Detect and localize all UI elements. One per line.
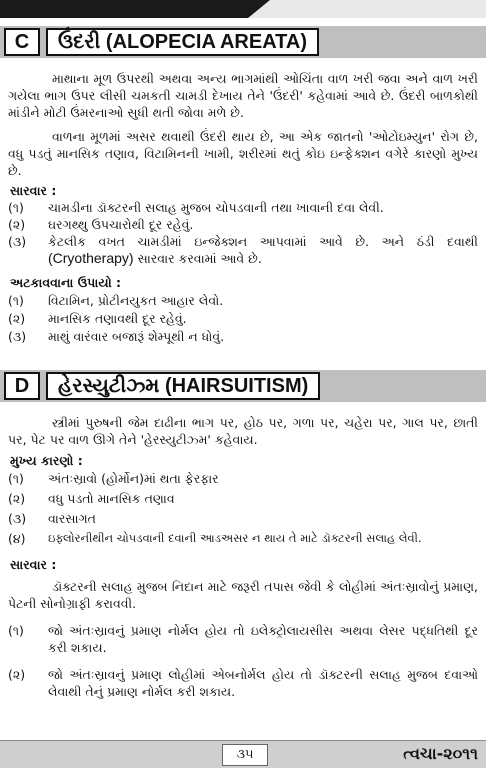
page-footer (0, 740, 486, 768)
list-number: (૪) (8, 531, 26, 546)
top-dark-band (0, 0, 248, 18)
list-number: (૨) (8, 311, 26, 326)
list-text-part: સારવાર કરવામાં આવે છે. (133, 251, 262, 266)
section-d-letter: D (4, 372, 40, 400)
top-decoration-bar (0, 0, 486, 18)
section-c-intro-1: માથાના મૂળ ઉપરથી અથવા અન્ય ભાગમાંથી ઓચિંતા વાળ ખરી જવા અને વાળ ખરી ગયેલા ભાગ ઉપર લીસી ચમકતી ચામડી દેખાય તેને 'ઉંદરી' કહેવામાં આવે છે. ઉંદરી બાળકોથી માંડીને મોટી ઉંમરનાઓ સુધી થતી જોવા મળે છે. (8, 71, 478, 120)
list-item (8, 530, 478, 547)
list-item (8, 310, 478, 327)
list-item (8, 622, 478, 656)
section-c-header (0, 24, 486, 58)
list-text: માથું વારંવાર બજારૂં શેમ્પૂથી ન ધોવું. (48, 329, 225, 344)
list-number: (૩) (8, 511, 27, 526)
section-c-treatment-heading: સારવાર : (10, 183, 57, 198)
list-number: (૩) (8, 234, 27, 249)
list-text: ઇફ્લોરનીથીન ચોપડવાની દવાની આડઅસર ન થાય તે માટે ડૉક્ટરની સલાહ લેવી. (48, 531, 422, 545)
list-text: જો અંતઃસ્રાવનું પ્રમાણ નોર્મલ હોય તો ઇલેક્ટ્રોલાયસીસ અથવા લેસર પદ્ધતિથી દૂર કરી શકાય. (48, 623, 478, 655)
list-text: વિટામિન, પ્રોટીનયુકત આહાર લેવો. (48, 293, 224, 308)
list-item (8, 510, 478, 527)
section-c-intro-2: વાળના મૂળમાં અસર થવાથી ઉંદરી થાય છે, આ એક જાતનો 'ઓટોઇમ્યુન' રોગ છે, વધુ પડતું માનસિક તણાવ, વિટામિનની ખામી, શરીરમાં થતું કોઇ ઇન્ફેક્શન વગેરે કારણો મુખ્ય છે. (8, 129, 478, 178)
list-number: (૨) (8, 491, 26, 506)
list-item (8, 199, 478, 216)
list-text: વધુ પડતો માનસિક તણાવ (48, 491, 175, 506)
list-item (8, 216, 478, 233)
section-d-title: હેરસ્યુટીઝ્મ (HAIRSUITISM) (46, 372, 320, 400)
list-text: જો અંતઃસ્રાવનું પ્રમાણ લોહીમાં એબનોર્મલ હોય તો ડૉક્ટરની સલાહ મુજબ દવાઓ લેવાથી તેનું પ્રમાણ નોર્મલ કરી શકાય. (48, 667, 478, 699)
page-number: ૩૫ (222, 744, 268, 766)
list-item (8, 470, 478, 487)
list-text: વારસાગત (48, 511, 96, 526)
section-d-intro: સ્ત્રીમાં પુરુષની જેમ દાઢીના ભાગ પર, હોઠ પર, ગળા પર, ચહેરા પર, ગાલ પર, છાતી પર, પેટ પર વાળ ઊગે તેને 'હેરસ્યુટીઝ્મ' કહેવાય. (8, 415, 478, 447)
list-text (48, 233, 478, 267)
list-text: અંતઃસ્રાવો (હોર્મોન)માં થતા ફેરફાર (48, 471, 219, 486)
list-text: માનસિક તણાવથી દૂર રહેવું. (48, 311, 187, 326)
list-number: (૧) (8, 293, 24, 308)
list-item (8, 233, 478, 267)
section-d-causes-heading: મુખ્ય કારણો : (10, 453, 83, 468)
list-number: (૧) (8, 200, 24, 215)
footer-title: ત્વચા-૨૦૧૧ (403, 744, 478, 763)
list-number: (૧) (8, 623, 24, 638)
cryotherapy-term: (Cryotherapy) (48, 250, 134, 266)
list-number: (૨) (8, 667, 26, 682)
section-c-prevention-heading: અટકાવવાના ઉપાયો : (10, 275, 122, 290)
list-number: (૨) (8, 217, 26, 232)
section-d-treatment-heading: સારવાર : (10, 557, 57, 572)
list-text: ચામડીના ડૉક્ટરની સલાહ મુજબ ચોપડવાની તથા ખાવાની દવા લેવી. (48, 200, 384, 215)
list-item (8, 490, 478, 507)
list-item (8, 292, 478, 309)
section-d-treatment-intro: ડૉક્ટરની સલાહ મુજબ નિદાન માટે જરૂરી તપાસ જેવી કે લોહીમાં અંતઃસ્રાવોનું પ્રમાણ, પેટની સોનોગ્રાફી કરાવવી. (8, 579, 478, 611)
list-number: (૩) (8, 329, 27, 344)
list-text-part: કેટલીક વખત ચામડીમાં ઇન્જેક્શન આપવામાં આવે છે. અને ઠંડી દવાથી (48, 234, 478, 249)
list-number: (૧) (8, 471, 24, 486)
list-item (8, 666, 478, 700)
list-item (8, 328, 478, 345)
section-c-letter: C (4, 28, 40, 56)
section-d-header (0, 368, 486, 402)
top-band-wedge (248, 0, 270, 18)
section-c-title: ઉંદરી (ALOPECIA AREATA) (46, 28, 319, 56)
list-text: ઘરગથ્થુ ઉપચારોથી દૂર રહેવું. (48, 217, 194, 232)
